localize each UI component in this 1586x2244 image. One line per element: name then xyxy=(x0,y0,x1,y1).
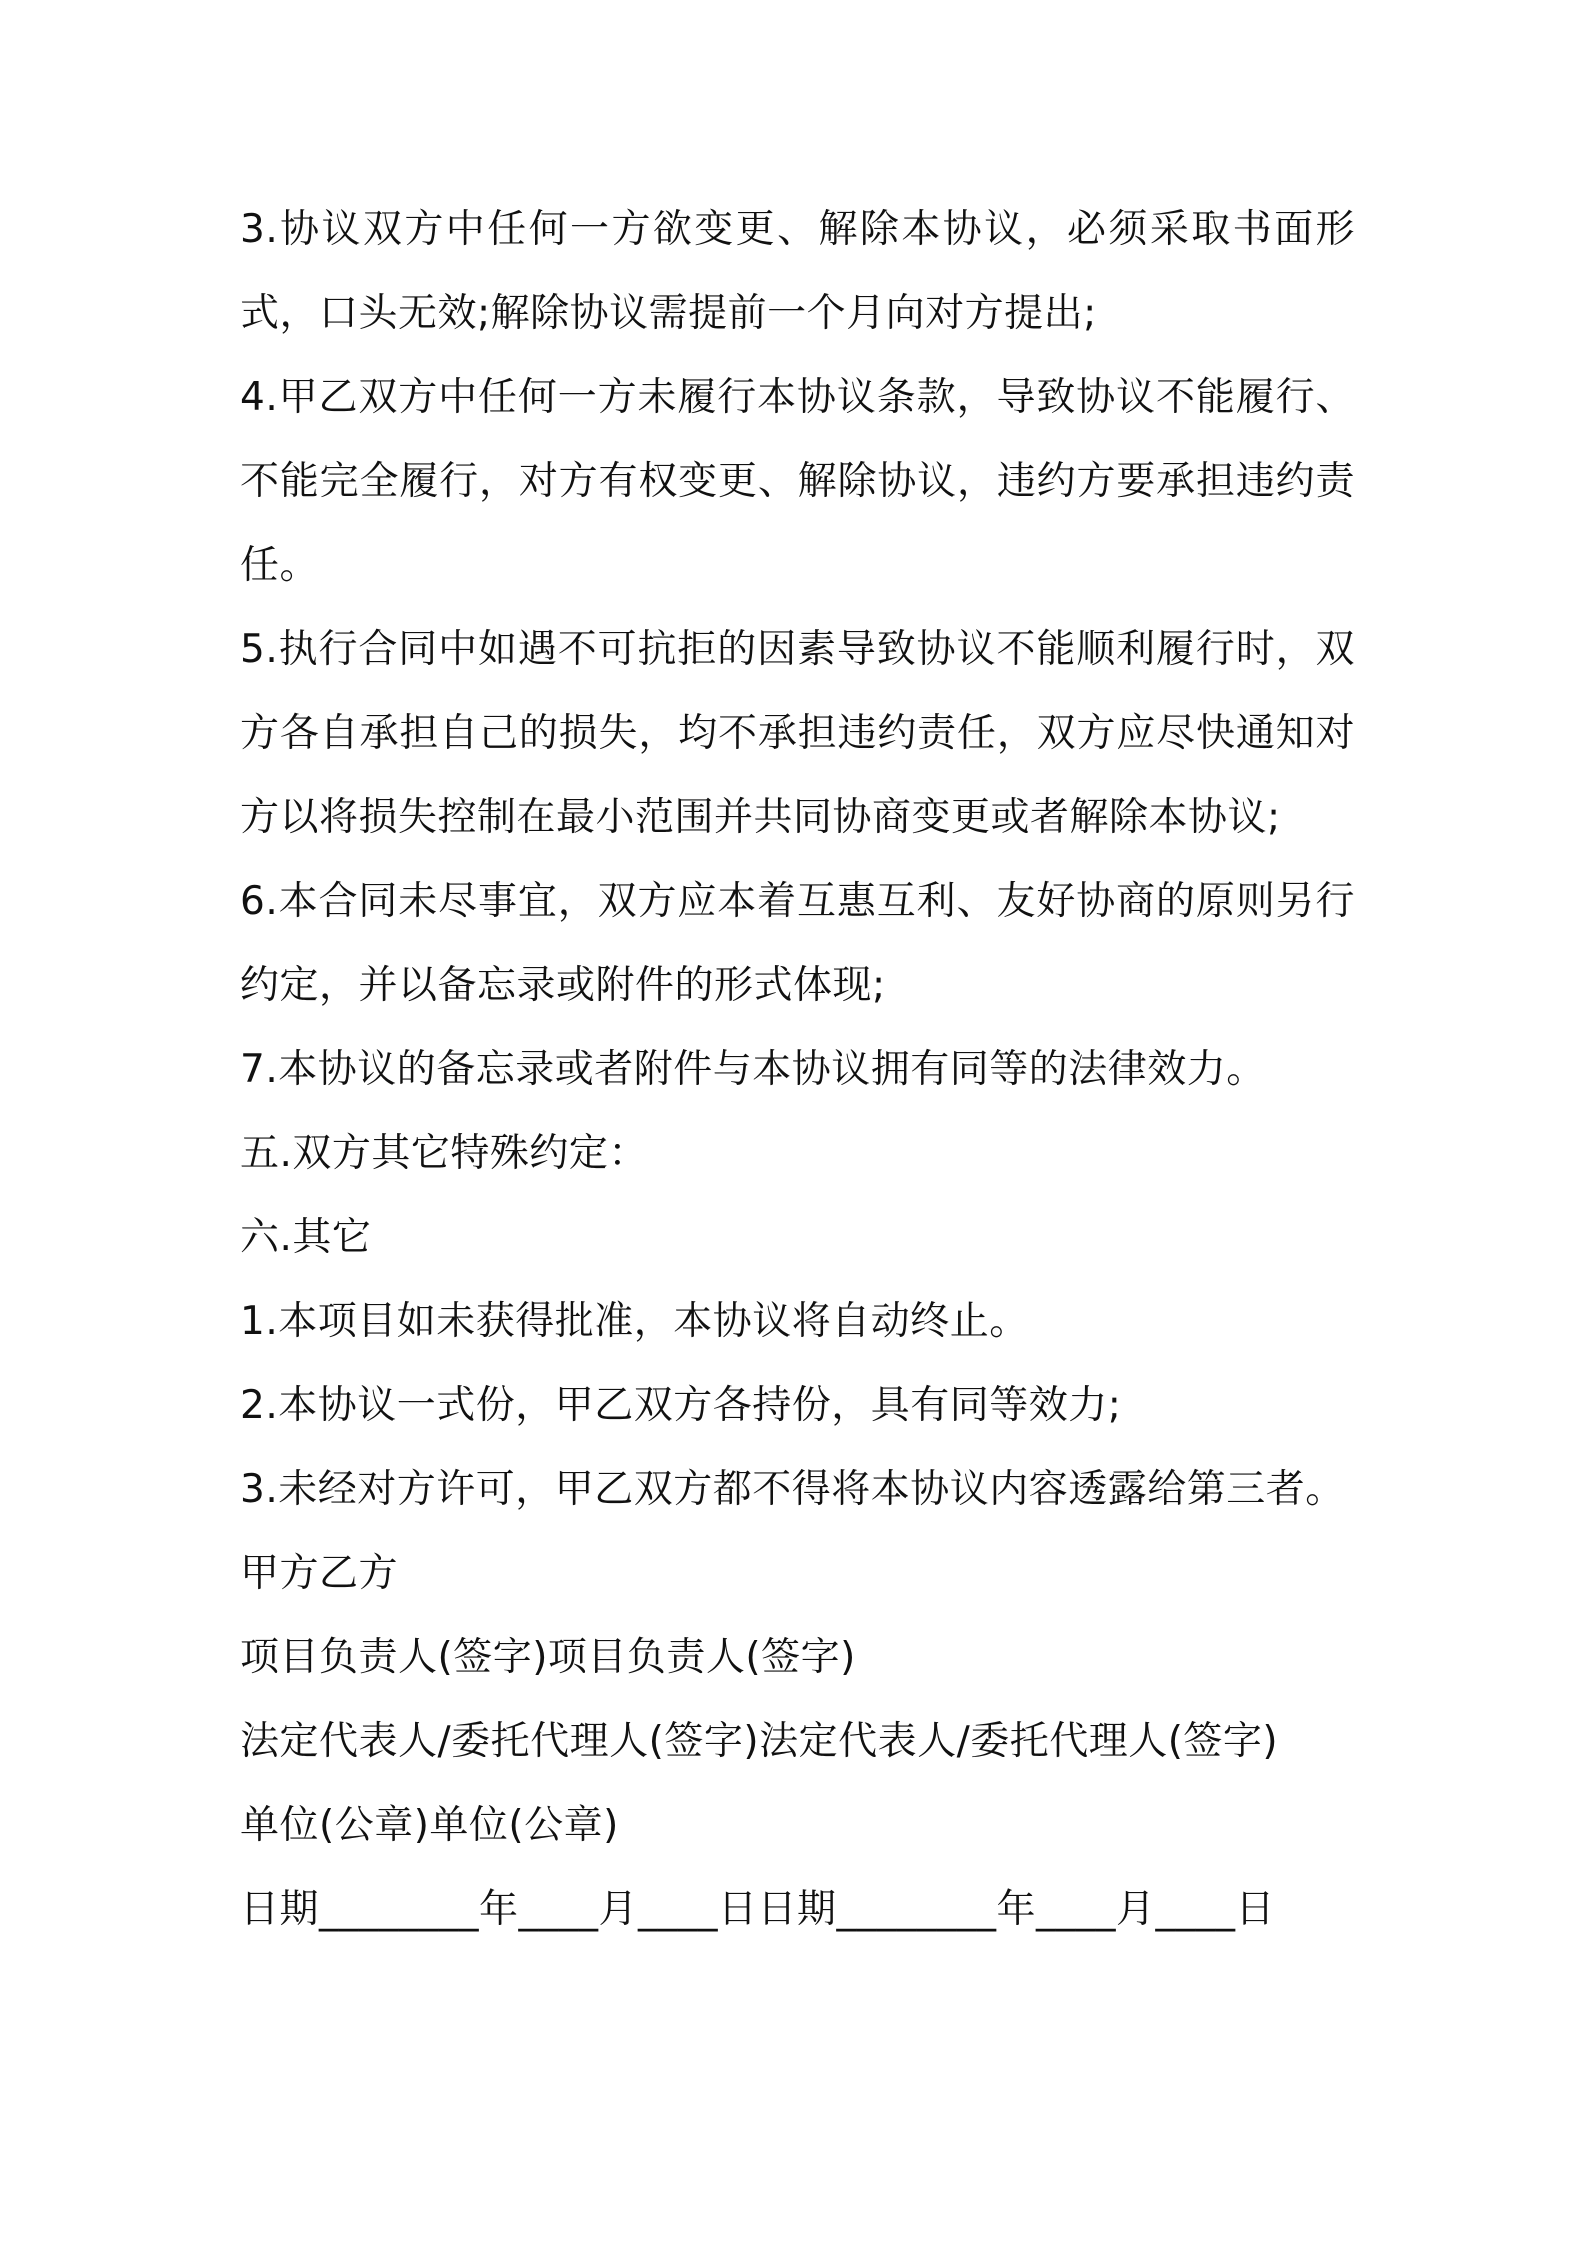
clause-7-annex-validity: 7.本协议的备忘录或者附件与本协议拥有同等的法律效力。 xyxy=(240,1047,1266,1092)
clause-4-breach: 4.甲乙双方中任何一方未履行本协议条款，导致协议不能履行、不能完全履行，对方有权变更、解除协议，违约方要承担违约责任。 xyxy=(240,375,1355,588)
document-body xyxy=(240,188,1355,1952)
clause-5-force-majeure: 5.执行合同中如遇不可抗拒的因素导致协议不能顺利履行时，双方各自承担自己的损失，均不承担违约责任，双方应尽快通知对方以将损失控制在最小范围并共同协商变更或者解除本协议; xyxy=(240,627,1355,840)
clause-3-modification: 3.协议双方中任何一方欲变更、解除本协议，必须采取书面形式，口头无效;解除协议需提前一个月向对方提出; xyxy=(240,207,1355,336)
project-lead-signature-line: 项目负责人(签字)项目负责人(签字) xyxy=(240,1635,856,1680)
section-6-heading: 六.其它 xyxy=(240,1215,372,1260)
party-labels: 甲方乙方 xyxy=(240,1551,399,1596)
date-line: 日期________年____月____日日期________年____月____日 xyxy=(240,1887,1276,1932)
legal-representative-signature-line: 法定代表人/委托代理人(签字)法定代表人/委托代理人(签字) xyxy=(240,1719,1279,1764)
other-clause-3: 3.未经对方许可，甲乙双方都不得将本协议内容透露给第三者。 xyxy=(240,1467,1345,1512)
other-clause-1: 1.本项目如未获得批准，本协议将自动终止。 xyxy=(240,1299,1029,1344)
section-5-heading: 五.双方其它特殊约定： xyxy=(240,1131,648,1176)
company-seal-line: 单位(公章)单位(公章) xyxy=(240,1803,619,1848)
other-clause-2: 2.本协议一式份，甲乙双方各持份，具有同等效力; xyxy=(240,1383,1122,1428)
clause-6-unresolved-matters: 6.本合同未尽事宜，双方应本着互惠互利、友好协商的原则另行约定，并以备忘录或附件的形式体现; xyxy=(240,879,1355,1008)
